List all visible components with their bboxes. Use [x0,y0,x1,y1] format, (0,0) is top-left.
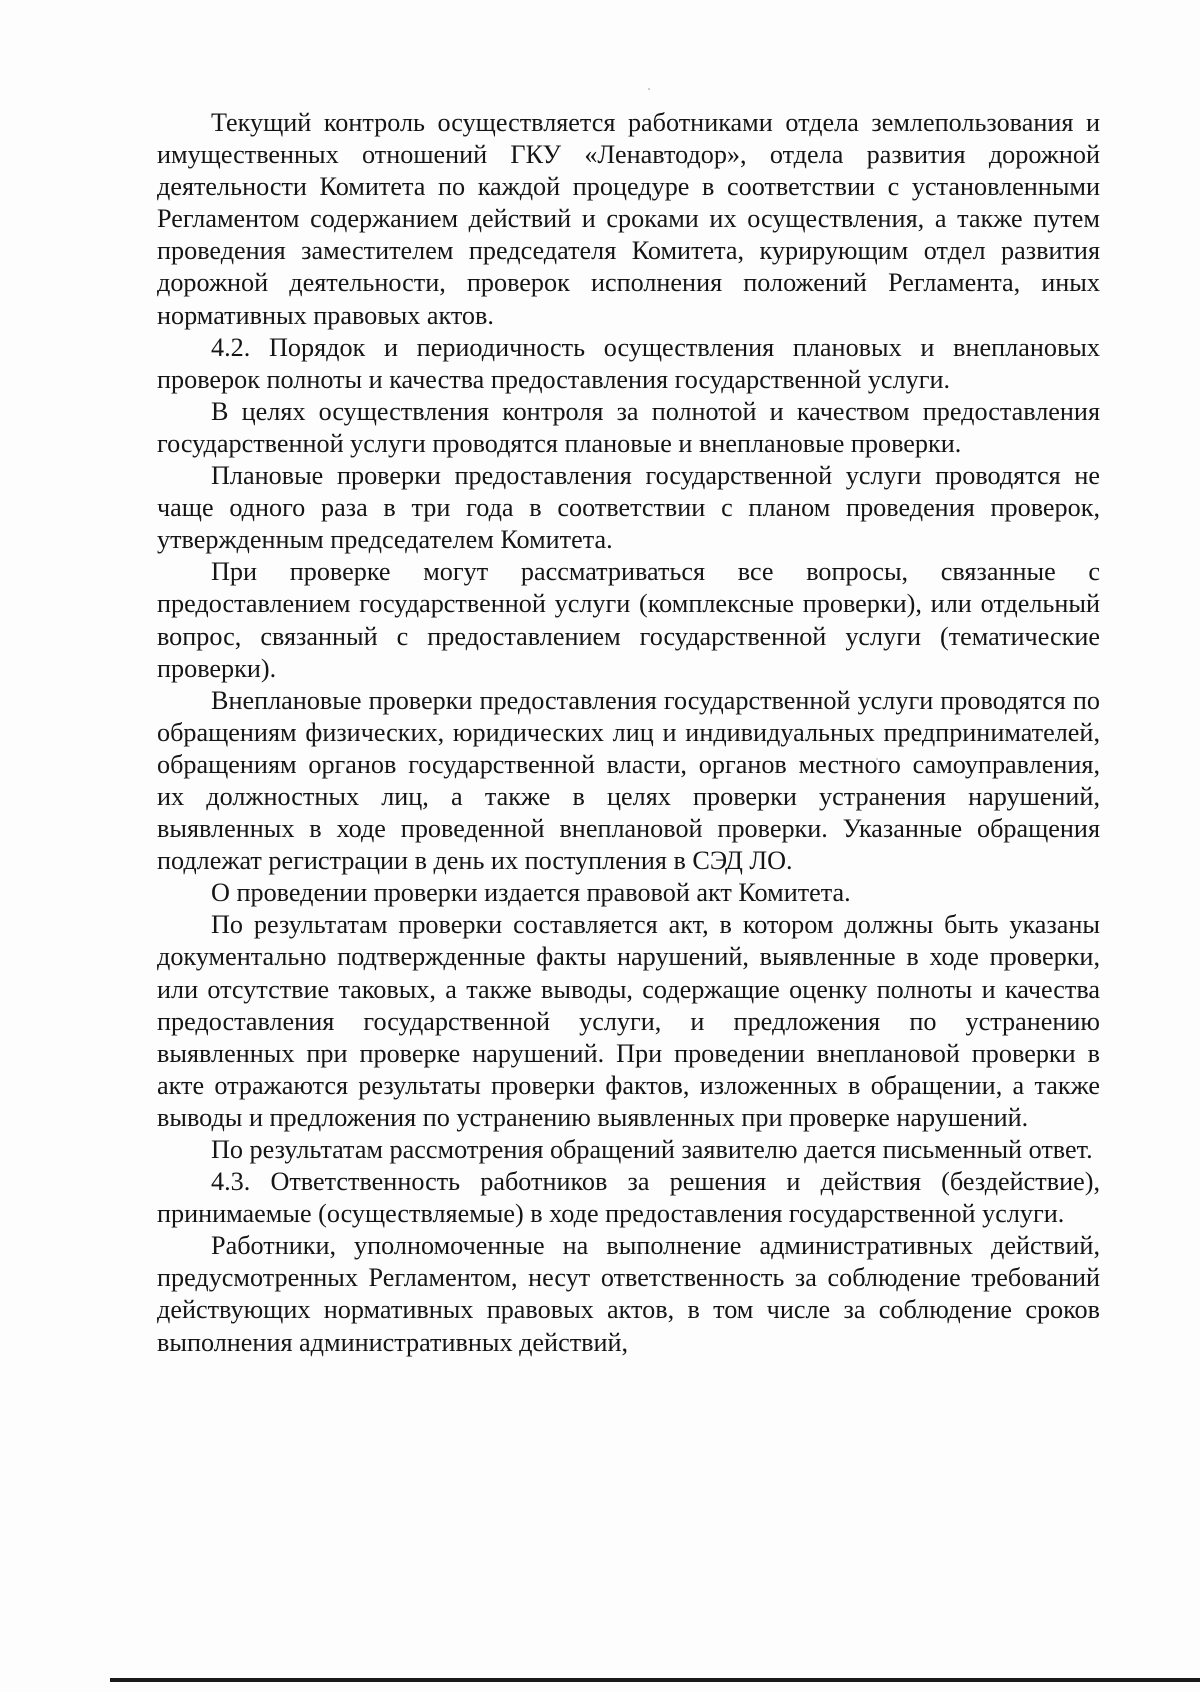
paragraph-unplanned-checks: Внеплановые проверки предоставления государственной услуги проводятся по обращениям физических, юридических лиц и индивидуальных предпринимателей, обращениям органов государственной власти, органов местного самоуправления, их должностных лиц, а также в целях проверки устранения нарушений, выявленных в ходе проведенной внеплановой проверки. Указанные обращения подлежат регистрации в день их поступления в СЭД ЛО. [157,685,1100,876]
paragraph-legal-act: О проведении проверки издается правовой акт Комитета. [211,878,851,908]
paragraph-check-scope: При проверке могут рассматриваться все вопросы, связанные с предоставлением государственной услуги (комплексные проверки), или отдельный вопрос, связанный с предоставлением государственной услуги (тематические проверки). [157,557,1100,683]
paragraph-check-results: По результатам проверки составляется акт, в котором должны быть указаны документально подтвержденные факты нарушений, выявленные в ходе проверки, или отсутствие таковых, а также выводы, содержащие оценку полноты и качества предоставления государственной услуги, и предложения по устранению выявленных при проверке нарушений. При проведении внеплановой проверки в акте отражаются результаты проверки фактов, изложенных в обращении, а также выводы и предложения по устранению выявленных при проверке нарушений. [157,910,1100,1132]
document-body [157,107,1100,1359]
section-heading-4-3: 4.3. Ответственность работников за решения и действия (бездействие), принимаемые (осуществляемые) в ходе предоставления государственной услуги. [157,1167,1100,1229]
paragraph-written-answer: По результатам рассмотрения обращений заявителю дается письменный ответ. [211,1135,1093,1164]
scan-speck [648,88,650,90]
page-bottom-edge [110,1678,1200,1682]
paragraph-control-purpose: В целях осуществления контроля за полнотой и качеством предоставления государственной услуги проводятся плановые и внеплановые проверки. [157,396,1100,458]
paragraph-planned-checks: Плановые проверки предоставления государственной услуги проводятся не чаще одного раза в три года в соответствии с планом проведения проверок, утвержденным председателем Комитета. [157,461,1100,555]
section-heading-4-2: 4.2. Порядок и периодичность осуществления плановых и внеплановых проверок полноты и качества предоставления государственной услуги. [157,332,1100,394]
paragraph-responsibility: Работники, уполномоченные на выполнение административных действий, предусмотренных Регламентом, несут ответственность за соблюдение требований действующих нормативных правовых актов, в том числе за соблюдение сроков выполнения административных действий, [157,1231,1100,1357]
paragraph-current-control: Текущий контроль осуществляется работниками отдела землепользования и имущественных отношений ГКУ «Ленавтодор», отдела развития дорожной деятельности Комитета по каждой процедуре в соответствии с установленными Регламентом содержанием действий и сроками их осуществления, а также путем проведения заместителем председателя Комитета, курирующим отдел развития дорожной деятельности, проверок исполнения положений Регламента, иных нормативных правовых актов. [157,108,1100,330]
